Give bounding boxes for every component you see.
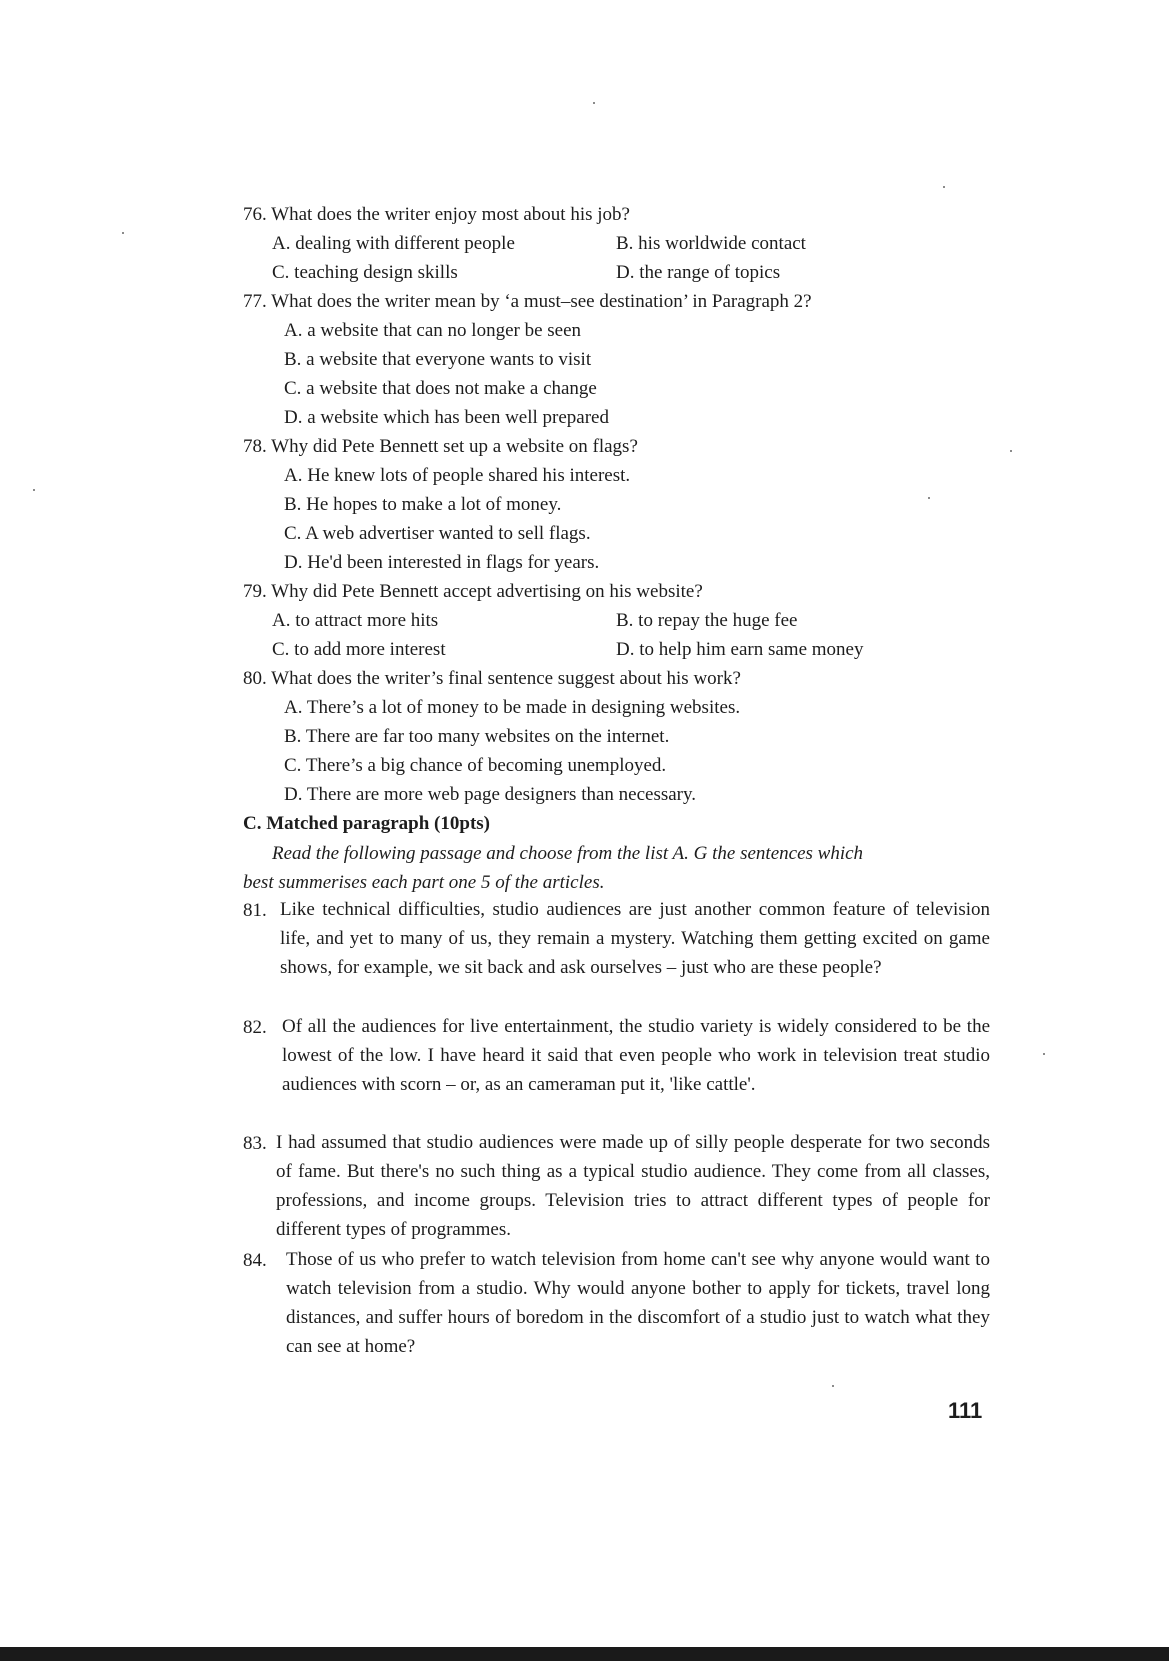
question-option: C. to add more interest: [272, 639, 446, 660]
question-option: D. to help him earn same money: [616, 639, 864, 660]
scan-edge: [0, 1647, 1169, 1661]
paragraph-number: 81.: [243, 900, 267, 921]
scan-speck: [928, 497, 930, 499]
question-option: A. a website that can no longer be seen: [284, 320, 582, 341]
scan-speck: [33, 489, 35, 491]
question-option: C. A web advertiser wanted to sell flags.: [284, 523, 591, 544]
page-number: 111: [948, 1398, 983, 1423]
question-stem: 76. What does the writer enjoy most about his job?: [243, 204, 630, 225]
question-option: D. the range of topics: [616, 262, 781, 283]
paragraph-number: 83.: [243, 1133, 267, 1154]
section-title: C. Matched paragraph (10pts): [243, 813, 490, 834]
paragraph-text: Of all the audiences for live entertainment, the studio variety is widely considered to be the lowest of the low. I have heard it said that even people who work in television treat studio audiences with scorn – or, as an cameraman put it, 'like cattle'.: [282, 1016, 990, 1095]
scan-speck: [832, 1385, 834, 1387]
question-option: B. There are far too many websites on the internet.: [284, 726, 670, 747]
question-stem: 79. Why did Pete Bennett accept advertising on his website?: [243, 581, 703, 602]
section-instruction: best summerises each part one 5 of the articles.: [243, 872, 605, 893]
question-option: C. a website that does not make a change: [284, 378, 597, 399]
scan-speck: [122, 232, 124, 234]
question-stem: 77. What does the writer mean by ‘a must–see destination’ in Paragraph 2?: [243, 291, 812, 312]
question-option: A. to attract more hits: [272, 610, 439, 631]
question-option: D. There are more web page designers than necessary.: [284, 784, 697, 805]
question-option: A. dealing with different people: [272, 233, 515, 254]
question-option: D. He'd been interested in flags for years.: [284, 552, 600, 573]
section-instruction: Read the following passage and choose from the list A. G the sentences which: [272, 843, 864, 864]
scan-speck: [593, 102, 595, 104]
scan-speck: [1043, 1053, 1045, 1055]
question-stem: 78. Why did Pete Bennett set up a website on flags?: [243, 436, 638, 457]
paragraph-text: Like technical difficulties, studio audiences are just another common feature of television life, and yet to many of us, they remain a mystery. Watching them getting excited on game shows, for example, we sit back and ask ourselves – just who are these people?: [280, 899, 990, 978]
question-option: A. There’s a lot of money to be made in designing websites.: [284, 697, 741, 718]
paragraph-text: I had assumed that studio audiences were made up of silly people desperate for two seconds of fame. But there's no such thing as a typical studio audience. They come from all classes, professions, and income groups. Television tries to attract different types of people for different types of programmes.: [276, 1132, 990, 1240]
question-option: B. He hopes to make a lot of money.: [284, 494, 562, 515]
paragraph-number: 82.: [243, 1017, 267, 1038]
question-option: B. to repay the huge fee: [616, 610, 798, 631]
scan-speck: [943, 186, 945, 188]
question-option: D. a website which has been well prepared: [284, 407, 609, 428]
paragraph-number: 84.: [243, 1250, 267, 1271]
paragraph-text: Those of us who prefer to watch television from home can't see why anyone would want to watch television from a studio. Why would anyone bother to apply for tickets, travel long distances, and suffer hours of boredom in the discomfort of a studio just to watch what they can see at home?: [286, 1249, 990, 1357]
question-option: C. There’s a big chance of becoming unemployed.: [284, 755, 667, 776]
scan-speck: [1010, 450, 1012, 452]
question-option: A. He knew lots of people shared his interest.: [284, 465, 631, 486]
question-option: C. teaching design skills: [272, 262, 458, 283]
question-stem: 80. What does the writer’s final sentence suggest about his work?: [243, 668, 741, 689]
question-option: B. his worldwide contact: [616, 233, 806, 254]
question-option: B. a website that everyone wants to visit: [284, 349, 592, 370]
